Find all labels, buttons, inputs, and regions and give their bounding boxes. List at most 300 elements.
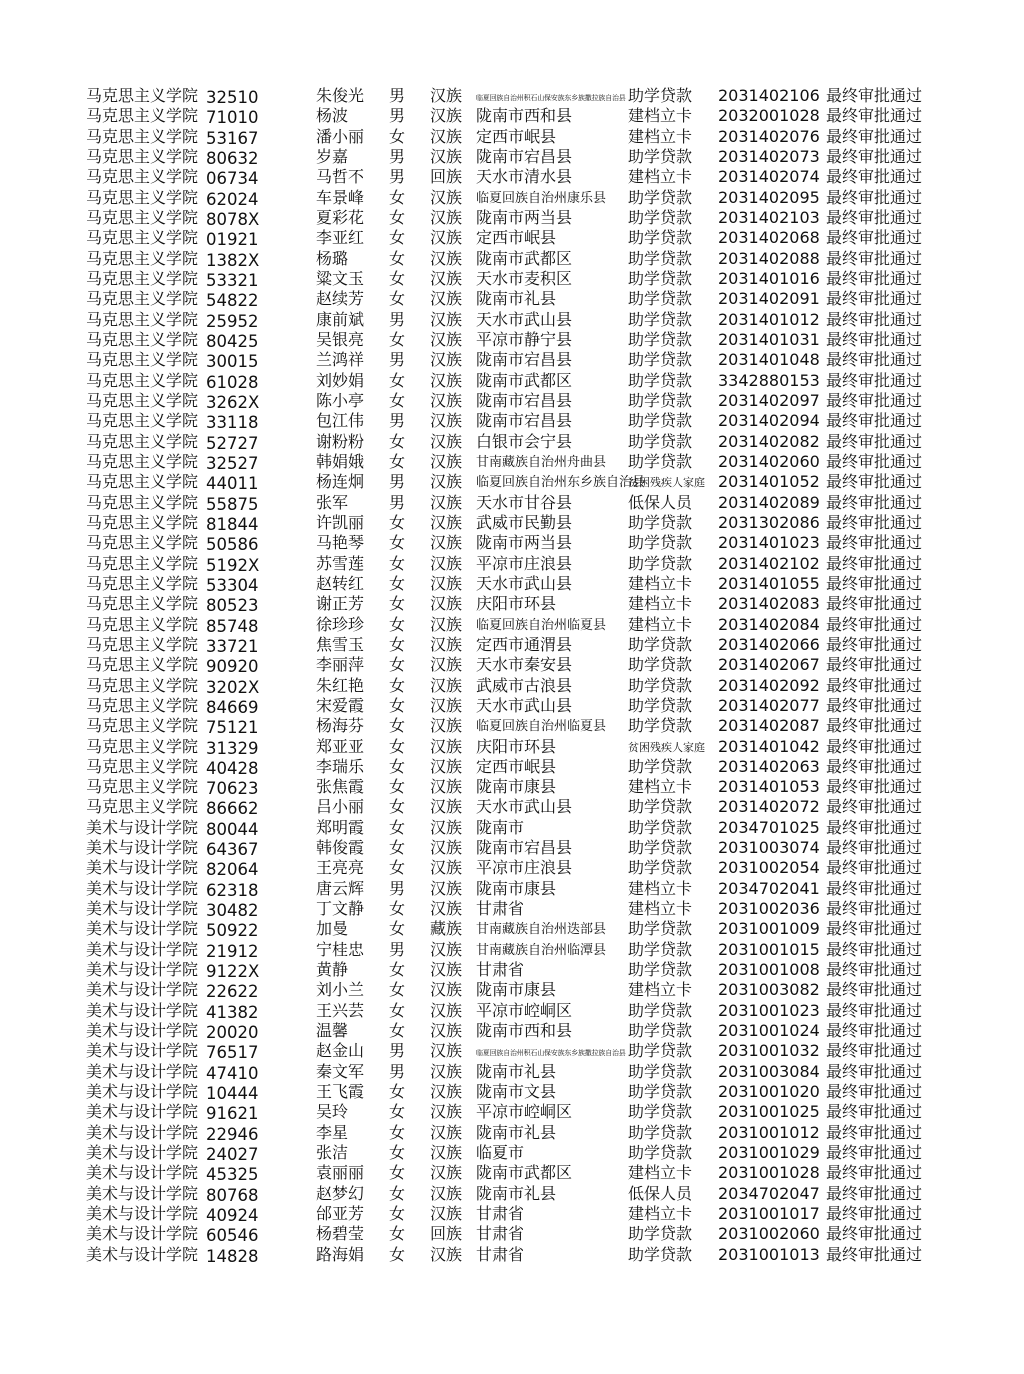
table-row — [0, 472, 1024, 492]
gender-cell: 女 — [389, 614, 406, 634]
college-cell: 马克思主义学院 — [86, 309, 199, 329]
student-id-cell: 53321 — [206, 270, 259, 290]
gender-cell: 男 — [389, 411, 406, 431]
region-cell: 陇南市文县 — [476, 1082, 557, 1102]
table-row — [0, 86, 1024, 106]
table-row — [0, 838, 1024, 858]
gender-cell: 女 — [389, 736, 406, 756]
approval-status-cell: 最终审批通过 — [826, 1163, 923, 1183]
region-cell: 平凉市庄浪县 — [476, 858, 573, 878]
student-id-cell: 80632 — [206, 148, 259, 168]
student-id-cell: 31329 — [206, 738, 259, 758]
approval-status-cell: 最终审批通过 — [826, 1041, 923, 1061]
region-cell: 甘南藏族自治州迭部县 — [476, 922, 607, 938]
student-id-cell: 91621 — [206, 1104, 259, 1124]
student-id-cell: 62024 — [206, 189, 259, 209]
table-row — [0, 1102, 1024, 1122]
record-code-cell: 2031001032 — [718, 1041, 820, 1061]
student-name-cell: 包江伟 — [316, 411, 365, 431]
gender-cell: 男 — [389, 1041, 406, 1061]
gender-cell: 女 — [389, 655, 406, 675]
region-cell: 平凉市静宁县 — [476, 329, 573, 349]
aid-type-cell: 助学贷款 — [628, 309, 693, 329]
student-id-cell: 50922 — [206, 921, 259, 941]
gender-cell: 女 — [389, 451, 406, 471]
record-code-cell: 2031402092 — [718, 675, 820, 695]
table-row — [0, 350, 1024, 370]
region-cell: 天水市武山县 — [476, 695, 573, 715]
student-id-cell: 70623 — [206, 779, 259, 799]
student-id-cell: 84669 — [206, 697, 259, 717]
region-cell: 定西市岷县 — [476, 228, 557, 248]
gender-cell: 男 — [389, 492, 406, 512]
aid-type-cell: 助学贷款 — [628, 533, 693, 553]
approval-status-cell: 最终审批通过 — [826, 1244, 923, 1264]
table-row — [0, 879, 1024, 899]
approval-status-cell: 最终审批通过 — [826, 939, 923, 959]
ethnicity-cell: 汉族 — [430, 655, 463, 675]
aid-type-cell: 助学贷款 — [628, 431, 693, 451]
approval-status-cell: 最终审批通过 — [826, 268, 923, 288]
gender-cell: 女 — [389, 553, 406, 573]
gender-cell: 女 — [389, 370, 406, 390]
student-name-cell: 邰亚芳 — [316, 1204, 365, 1224]
ethnicity-cell: 汉族 — [430, 939, 463, 959]
region-cell: 平凉市崆峒区 — [476, 1102, 573, 1122]
student-name-cell: 韩俊霞 — [316, 838, 365, 858]
approval-status-cell: 最终审批通过 — [826, 838, 923, 858]
aid-type-cell: 助学贷款 — [628, 675, 693, 695]
region-cell: 陇南市宕昌县 — [476, 411, 573, 431]
student-id-cell: 71010 — [206, 108, 259, 128]
gender-cell: 男 — [389, 939, 406, 959]
college-cell: 马克思主义学院 — [86, 451, 199, 471]
record-code-cell: 2031001009 — [718, 919, 820, 939]
student-name-cell: 黄静 — [316, 960, 349, 980]
aid-type-cell: 建档立卡 — [628, 614, 693, 634]
gender-cell: 女 — [389, 1082, 406, 1102]
table-row — [0, 147, 1024, 167]
table-row — [0, 1143, 1024, 1163]
region-cell: 甘肃省 — [476, 899, 525, 919]
approval-status-cell: 最终审批通过 — [826, 1000, 923, 1020]
college-cell: 美术与设计学院 — [86, 1224, 199, 1244]
student-name-cell: 李丽萍 — [316, 655, 365, 675]
student-id-cell: 5192X — [206, 555, 260, 575]
ethnicity-cell: 汉族 — [430, 1000, 463, 1020]
student-name-cell: 李星 — [316, 1122, 349, 1142]
aid-type-cell: 助学贷款 — [628, 838, 693, 858]
aid-type-cell: 助学贷款 — [628, 451, 693, 471]
record-code-cell: 3342880153 — [718, 370, 820, 390]
student-id-cell: 32527 — [206, 453, 259, 473]
approval-status-cell: 最终审批通过 — [826, 716, 923, 736]
gender-cell: 女 — [389, 1143, 406, 1163]
ethnicity-cell: 汉族 — [430, 675, 463, 695]
student-name-cell: 吴玲 — [316, 1102, 349, 1122]
region-cell: 武威市民勤县 — [476, 512, 573, 532]
student-id-cell: 33118 — [206, 413, 259, 433]
student-name-cell: 赵梦幻 — [316, 1183, 365, 1203]
college-cell: 马克思主义学院 — [86, 370, 199, 390]
aid-type-cell: 助学贷款 — [628, 1244, 693, 1264]
college-cell: 美术与设计学院 — [86, 899, 199, 919]
college-cell: 马克思主义学院 — [86, 756, 199, 776]
table-row — [0, 411, 1024, 431]
table-row — [0, 289, 1024, 309]
student-name-cell: 李亚红 — [316, 228, 365, 248]
aid-type-cell: 低保人员 — [628, 1183, 693, 1203]
gender-cell: 女 — [389, 329, 406, 349]
record-code-cell: 2031402074 — [718, 167, 820, 187]
table-row — [0, 554, 1024, 574]
college-cell: 马克思主义学院 — [86, 655, 199, 675]
student-id-cell: 40924 — [206, 1206, 259, 1226]
student-id-cell: 8078X — [206, 209, 260, 229]
record-code-cell: 2031001023 — [718, 1000, 820, 1020]
region-cell: 甘肃省 — [476, 960, 525, 980]
record-code-cell: 2031402103 — [718, 207, 820, 227]
region-cell: 陇南市礼县 — [476, 1122, 557, 1142]
table-row — [0, 676, 1024, 696]
ethnicity-cell: 汉族 — [430, 411, 463, 431]
student-name-cell: 刘妙娟 — [316, 370, 365, 390]
gender-cell: 女 — [389, 777, 406, 797]
gender-cell: 女 — [389, 187, 406, 207]
aid-type-cell: 助学贷款 — [628, 207, 693, 227]
student-name-cell: 徐珍珍 — [316, 614, 365, 634]
region-cell: 陇南市康县 — [476, 878, 557, 898]
ethnicity-cell: 汉族 — [430, 1041, 463, 1061]
aid-type-cell: 助学贷款 — [628, 350, 693, 370]
ethnicity-cell: 汉族 — [430, 1204, 463, 1224]
record-code-cell: 2031402094 — [718, 411, 820, 431]
approval-status-cell: 最终审批通过 — [826, 533, 923, 553]
student-name-cell: 路海娟 — [316, 1244, 365, 1264]
college-cell: 马克思主义学院 — [86, 695, 199, 715]
aid-type-cell: 助学贷款 — [628, 553, 693, 573]
table-row — [0, 594, 1024, 614]
gender-cell: 女 — [389, 695, 406, 715]
aid-type-cell: 建档立卡 — [628, 167, 693, 187]
student-id-cell: 61028 — [206, 372, 259, 392]
student-name-cell: 苏雪莲 — [316, 553, 365, 573]
aid-type-cell: 建档立卡 — [628, 1204, 693, 1224]
region-cell: 陇南市 — [476, 817, 525, 837]
approval-status-cell: 最终审批通过 — [826, 1224, 923, 1244]
table-row — [0, 655, 1024, 675]
ethnicity-cell: 汉族 — [430, 329, 463, 349]
approval-status-cell: 最终审批通过 — [826, 1122, 923, 1142]
approval-status-cell: 最终审批通过 — [826, 777, 923, 797]
college-cell: 马克思主义学院 — [86, 106, 199, 126]
college-cell: 马克思主义学院 — [86, 797, 199, 817]
aid-type-cell: 助学贷款 — [628, 919, 693, 939]
region-cell: 陇南市西和县 — [476, 1021, 573, 1041]
aid-type-cell: 贫困残疾人家庭 — [628, 476, 705, 490]
table-row — [0, 208, 1024, 228]
aid-type-cell: 建档立卡 — [628, 899, 693, 919]
table-row — [0, 797, 1024, 817]
ethnicity-cell: 汉族 — [430, 878, 463, 898]
student-name-cell: 杨璐 — [316, 248, 349, 268]
gender-cell: 女 — [389, 207, 406, 227]
record-code-cell: 2031001028 — [718, 1163, 820, 1183]
record-code-cell: 2031401053 — [718, 777, 820, 797]
ethnicity-cell: 汉族 — [430, 817, 463, 837]
college-cell: 美术与设计学院 — [86, 1122, 199, 1142]
approval-status-cell: 最终审批通过 — [826, 207, 923, 227]
region-cell: 甘肃省 — [476, 1244, 525, 1264]
student-name-cell: 谢粉粉 — [316, 431, 365, 451]
record-code-cell: 2034701025 — [718, 817, 820, 837]
ethnicity-cell: 汉族 — [430, 187, 463, 207]
student-name-cell: 马哲不 — [316, 167, 365, 187]
gender-cell: 女 — [389, 289, 406, 309]
gender-cell: 女 — [389, 431, 406, 451]
aid-type-cell: 助学贷款 — [628, 960, 693, 980]
aid-type-cell: 建档立卡 — [628, 1163, 693, 1183]
student-id-cell: 20020 — [206, 1023, 259, 1043]
college-cell: 马克思主义学院 — [86, 431, 199, 451]
record-code-cell: 2031401042 — [718, 736, 820, 756]
gender-cell: 女 — [389, 1204, 406, 1224]
ethnicity-cell: 回族 — [430, 1224, 463, 1244]
student-id-cell: 53167 — [206, 128, 259, 148]
aid-type-cell: 低保人员 — [628, 492, 693, 512]
approval-status-cell: 最终审批通过 — [826, 86, 923, 105]
aid-type-cell: 助学贷款 — [628, 756, 693, 776]
region-cell: 临夏回族自治州积石山保安族东乡族撒拉族自治县 — [476, 94, 626, 102]
student-name-cell: 赵续芳 — [316, 289, 365, 309]
college-cell: 马克思主义学院 — [86, 573, 199, 593]
aid-type-cell: 助学贷款 — [628, 716, 693, 736]
approval-status-cell: 最终审批通过 — [826, 1102, 923, 1122]
student-name-cell: 宋爱霞 — [316, 695, 365, 715]
ethnicity-cell: 汉族 — [430, 716, 463, 736]
aid-type-cell: 建档立卡 — [628, 594, 693, 614]
aid-type-cell: 助学贷款 — [628, 634, 693, 654]
college-cell: 美术与设计学院 — [86, 1061, 199, 1081]
approval-status-cell: 最终审批通过 — [826, 594, 923, 614]
ethnicity-cell: 汉族 — [430, 1102, 463, 1122]
gender-cell: 女 — [389, 716, 406, 736]
college-cell: 马克思主义学院 — [86, 329, 199, 349]
approval-status-cell: 最终审批通过 — [826, 858, 923, 878]
region-cell: 临夏回族自治州康乐县 — [476, 190, 607, 206]
record-code-cell: 2031001029 — [718, 1143, 820, 1163]
student-id-cell: 40428 — [206, 758, 259, 778]
table-row — [0, 1062, 1024, 1082]
ethnicity-cell: 汉族 — [430, 1143, 463, 1163]
gender-cell: 女 — [389, 512, 406, 532]
aid-type-cell: 助学贷款 — [628, 1041, 693, 1061]
gender-cell: 女 — [389, 126, 406, 146]
table-row — [0, 513, 1024, 533]
gender-cell: 女 — [389, 1000, 406, 1020]
college-cell: 马克思主义学院 — [86, 634, 199, 654]
student-name-cell: 许凯丽 — [316, 512, 365, 532]
college-cell: 美术与设计学院 — [86, 1204, 199, 1224]
approval-status-cell: 最终审批通过 — [826, 512, 923, 532]
table-row — [0, 960, 1024, 980]
college-cell: 美术与设计学院 — [86, 1183, 199, 1203]
region-cell: 临夏回族自治州东乡族自治县 — [476, 475, 646, 491]
approval-status-cell: 最终审批通过 — [826, 451, 923, 471]
approval-status-cell: 最终审批通过 — [826, 1204, 923, 1224]
aid-type-cell: 助学贷款 — [628, 146, 693, 166]
ethnicity-cell: 汉族 — [430, 634, 463, 654]
student-id-cell: 55875 — [206, 494, 259, 514]
ethnicity-cell: 汉族 — [430, 980, 463, 1000]
approval-status-cell: 最终审批通过 — [826, 492, 923, 512]
college-cell: 美术与设计学院 — [86, 1143, 199, 1163]
student-name-cell: 张军 — [316, 492, 349, 512]
region-cell: 临夏回族自治州临夏县 — [476, 719, 607, 735]
gender-cell: 女 — [389, 675, 406, 695]
aid-type-cell: 助学贷款 — [628, 939, 693, 959]
student-name-cell: 郑亚亚 — [316, 736, 365, 756]
student-id-cell: 06734 — [206, 169, 259, 189]
record-code-cell: 2031402091 — [718, 289, 820, 309]
college-cell: 马克思主义学院 — [86, 126, 199, 146]
aid-type-cell: 助学贷款 — [628, 329, 693, 349]
student-id-cell: 80523 — [206, 596, 259, 616]
gender-cell: 男 — [389, 106, 406, 126]
college-cell: 美术与设计学院 — [86, 960, 199, 980]
college-cell: 美术与设计学院 — [86, 1082, 199, 1102]
record-code-cell: 2034702041 — [718, 878, 820, 898]
region-cell: 白银市会宁县 — [476, 431, 573, 451]
student-id-cell: 30482 — [206, 901, 259, 921]
table-row — [0, 635, 1024, 655]
ethnicity-cell: 汉族 — [430, 838, 463, 858]
table-row — [0, 106, 1024, 126]
region-cell: 定西市通渭县 — [476, 634, 573, 654]
student-name-cell: 温馨 — [316, 1021, 349, 1041]
table-row — [0, 818, 1024, 838]
gender-cell: 女 — [389, 533, 406, 553]
ethnicity-cell: 汉族 — [430, 146, 463, 166]
ethnicity-cell: 回族 — [430, 167, 463, 187]
student-id-cell: 21912 — [206, 941, 259, 961]
college-cell: 马克思主义学院 — [86, 533, 199, 553]
college-cell: 马克思主义学院 — [86, 614, 199, 634]
ethnicity-cell: 汉族 — [430, 1021, 463, 1041]
ethnicity-cell: 汉族 — [430, 451, 463, 471]
aid-type-cell: 助学贷款 — [628, 695, 693, 715]
gender-cell: 男 — [389, 309, 406, 329]
gender-cell: 男 — [389, 86, 406, 105]
aid-type-cell: 助学贷款 — [628, 228, 693, 248]
student-name-cell: 杨碧莹 — [316, 1224, 365, 1244]
aid-type-cell: 建档立卡 — [628, 126, 693, 146]
gender-cell: 女 — [389, 960, 406, 980]
region-cell: 天水市麦积区 — [476, 268, 573, 288]
table-row — [0, 737, 1024, 757]
ethnicity-cell: 汉族 — [430, 573, 463, 593]
ethnicity-cell: 汉族 — [430, 695, 463, 715]
ethnicity-cell: 汉族 — [430, 777, 463, 797]
student-id-cell: 82064 — [206, 860, 259, 880]
gender-cell: 女 — [389, 268, 406, 288]
gender-cell: 女 — [389, 838, 406, 858]
region-cell: 甘南藏族自治州临潭县 — [476, 942, 607, 958]
ethnicity-cell: 汉族 — [430, 431, 463, 451]
aid-type-cell: 助学贷款 — [628, 512, 693, 532]
student-name-cell: 郑明霞 — [316, 817, 365, 837]
college-cell: 马克思主义学院 — [86, 289, 199, 309]
table-row — [0, 940, 1024, 960]
gender-cell: 女 — [389, 756, 406, 776]
table-row — [0, 371, 1024, 391]
aid-type-cell: 建档立卡 — [628, 878, 693, 898]
college-cell: 马克思主义学院 — [86, 146, 199, 166]
college-cell: 美术与设计学院 — [86, 980, 199, 1000]
approval-status-cell: 最终审批通过 — [826, 106, 923, 126]
region-cell: 陇南市礼县 — [476, 1061, 557, 1081]
student-name-cell: 朱俊光 — [316, 86, 365, 105]
aid-type-cell: 助学贷款 — [628, 1122, 693, 1142]
record-code-cell: 2031402082 — [718, 431, 820, 451]
student-name-cell: 吴银亮 — [316, 329, 365, 349]
gender-cell: 女 — [389, 1102, 406, 1122]
approval-status-cell: 最终审批通过 — [826, 329, 923, 349]
aid-type-cell: 助学贷款 — [628, 187, 693, 207]
region-cell: 陇南市宕昌县 — [476, 146, 573, 166]
record-code-cell: 2031402076 — [718, 126, 820, 146]
student-id-cell: 1382X — [206, 250, 260, 270]
region-cell: 天水市武山县 — [476, 573, 573, 593]
table-row — [0, 757, 1024, 777]
ethnicity-cell: 汉族 — [430, 858, 463, 878]
college-cell: 马克思主义学院 — [86, 675, 199, 695]
gender-cell: 女 — [389, 1021, 406, 1041]
student-name-cell: 张洁 — [316, 1143, 349, 1163]
student-id-cell: 80044 — [206, 819, 259, 839]
approval-status-cell: 最终审批通过 — [826, 736, 923, 756]
region-cell: 陇南市宕昌县 — [476, 350, 573, 370]
record-code-cell: 2031001024 — [718, 1021, 820, 1041]
student-id-cell: 75121 — [206, 718, 259, 738]
ethnicity-cell: 汉族 — [430, 1183, 463, 1203]
gender-cell: 男 — [389, 167, 406, 187]
ethnicity-cell: 汉族 — [430, 126, 463, 146]
record-code-cell: 2031002060 — [718, 1224, 820, 1244]
approval-status-cell: 最终审批通过 — [826, 919, 923, 939]
record-code-cell: 2031402073 — [718, 146, 820, 166]
table-row — [0, 167, 1024, 187]
ethnicity-cell: 汉族 — [430, 207, 463, 227]
record-code-cell: 2031402060 — [718, 451, 820, 471]
table-row — [0, 716, 1024, 736]
ethnicity-cell: 汉族 — [430, 370, 463, 390]
approval-status-cell: 最终审批通过 — [826, 350, 923, 370]
aid-type-cell: 助学贷款 — [628, 1102, 693, 1122]
student-id-cell: 3202X — [206, 677, 260, 697]
student-name-cell: 朱红艳 — [316, 675, 365, 695]
student-id-cell: 25952 — [206, 311, 259, 331]
approval-status-cell: 最终审批通过 — [826, 1143, 923, 1163]
college-cell: 美术与设计学院 — [86, 1244, 199, 1264]
approval-status-cell: 最终审批通过 — [826, 573, 923, 593]
student-name-cell: 秦文军 — [316, 1061, 365, 1081]
ethnicity-cell: 汉族 — [430, 614, 463, 634]
record-code-cell: 2031402106 — [718, 86, 820, 105]
gender-cell: 女 — [389, 228, 406, 248]
table-row — [0, 1163, 1024, 1183]
student-id-cell: 52727 — [206, 433, 259, 453]
